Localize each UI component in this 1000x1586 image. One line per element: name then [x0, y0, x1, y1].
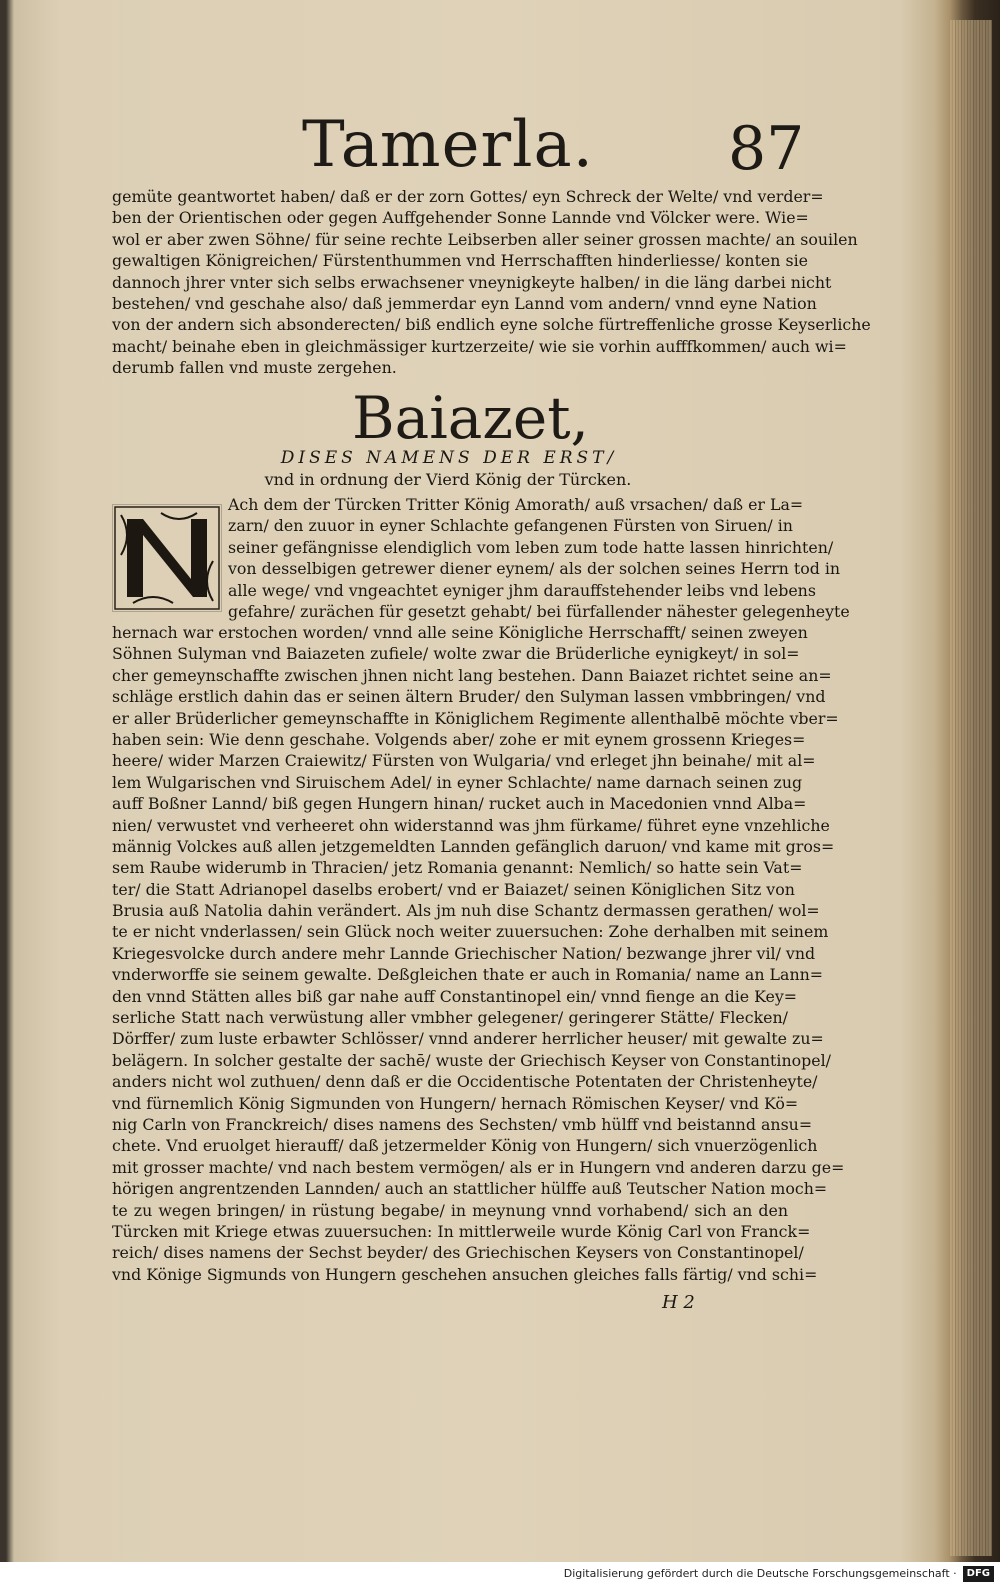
text-line: cher gemeynschaffte zwischen jhnen nicht lang bestehen. Dann Baiazet richtet seine an=	[112, 665, 832, 685]
text-line: Brusia auß Natolia dahin verändert. Als jm nuh dise Schantz dermassen gerathen/ wol=	[112, 901, 820, 921]
text-line: wol er aber zwen Söhne/ für seine rechte Leibserben aller seiner grossen machte/ an souilen	[112, 229, 858, 249]
text-line: Ach dem der Türcken Tritter König Amorath/ auß vrsachen/ daß er La=	[228, 495, 804, 514]
section-subtitle: DISES NAMENS DER ERST/	[280, 448, 618, 468]
text-line: gewaltigen Königreichen/ Fürstenthummen vnd Herrschafften hinderliesse/ konten sie	[112, 251, 808, 271]
text-line: alle wege/ vnd vngeachtet eyniger jhm darauffstehender leibs vnd lebens	[228, 580, 816, 600]
text-line: auff Boßner Lannd/ biß gegen Hungern hinan/ rucket auch in Macedonien vnnd Alba=	[112, 794, 807, 814]
text-line: sem Raube widerumb in Thracien/ jetz Romania genannt: Nemlich/ so hatte sein Vat=	[112, 858, 803, 878]
text-line: gemüte geantwortet haben/ daß er der zorn Gottes/ eyn Schreck der Welte/ vnd verder=	[112, 187, 824, 206]
text-line: vnd Könige Sigmunds von Hungern geschehen ansuchen gleiches falls färtig/ vnd schi=	[112, 1264, 818, 1284]
decorated-initial-n	[112, 504, 222, 612]
text-line: hörigen angrentzenden Lannden/ auch an stattlicher hülffe auß Teutscher Nation moch=	[112, 1179, 828, 1199]
dfg-logo[interactable]: DFG	[963, 1566, 994, 1582]
text-line: er aller Brüderlicher gemeynschaffte in Königlichem Regimente allenthalbē möchte vber=	[112, 708, 839, 728]
text-line: serliche Statt nach verwüstung aller vmbher gelegener/ geringerer Stätte/ Flecken/	[112, 1008, 788, 1028]
text-line: männig Volckes auß allen jetzgemeldten Lannden gefänglich daruon/ vnd kame mit gros=	[112, 836, 835, 856]
text-line: hernach war erstochen worden/ vnnd alle seine Königliche Herrschafft/ seinen zweyen	[112, 623, 808, 642]
text-line: von der andern sich absonderecten/ biß endlich eyne solche fürtreffenliche grosse Keyserliche	[112, 315, 871, 335]
main-paragraph	[112, 622, 845, 1285]
footer-credit: Digitalisierung gefördert durch die Deutsche Forschungsgemeinschaft ·	[563, 1567, 957, 1580]
footer-credit-bar	[0, 1562, 1000, 1586]
text-line: macht/ beinahe eben in gleichmässiger kurtzerzeite/ wie sie vorhin aufffkommen/ auch wi=	[112, 336, 847, 356]
signature-mark: H 2	[662, 1292, 695, 1313]
text-line: ben der Orientischen oder gegen Auffgehender Sonne Lannde vnd Völcker were. Wie=	[112, 208, 809, 228]
text-line: anders nicht wol zuthuen/ denn daß er die Occidentische Potentaten der Christenheyte/	[112, 1072, 818, 1092]
page-edges	[950, 20, 992, 1556]
page-number: 87	[728, 114, 805, 184]
text-line: chete. Vnd eruolget hierauff/ daß jetzermelder König von Hungern/ sich vnuerzögenlich	[112, 1136, 818, 1156]
text-line: te er nicht vnderlassen/ sein Glück noch weiter zuuersuchen: Zohe derhalben mit seinem	[112, 922, 829, 942]
text-line: Söhnen Sulyman vnd Baiazeten zufiele/ wolte zwar die Brüderliche eynigkeyt/ in sol=	[112, 644, 800, 664]
initial-paragraph-lines	[228, 494, 850, 622]
text-line: belägern. In solcher gestalte der sachē/ wuste der Griechisch Keyser von Constantinopel/	[112, 1050, 831, 1070]
section-subtitle-2: vnd in ordnung der Vierd König der Türcken.	[264, 470, 632, 489]
text-line: dannoch jhrer vnter sich selbs erwachsener vneynigkeyte halben/ in die läng darbei nicht	[112, 272, 832, 292]
text-line: reich/ dises namens der Sechst beyder/ des Griechischen Keysers von Constantinopel/	[112, 1243, 804, 1263]
text-line: vnd fürnemlich König Sigmunden von Hungern/ hernach Römischen Keyser/ vnd Kö=	[112, 1093, 799, 1113]
section-title: Baiazet,	[352, 384, 589, 452]
text-line: derumb fallen vnd muste zergehen.	[112, 358, 397, 378]
text-line: Kriegesvolcke durch andere mehr Lannde Griechischer Nation/ bezwange jhrer vil/ vnd	[112, 943, 816, 963]
text-line: te zu wegen bringen/ in rüstung begabe/ in meynung vnnd vorhabend/ sich an den	[112, 1200, 788, 1220]
text-line: von desselbigen getrewer diener eynem/ als der solchen seines Herrn tod in	[228, 559, 841, 579]
text-line: bestehen/ vnd geschahe also/ daß jemmerdar eyn Lannd vom andern/ vnnd eyne Nation	[112, 293, 817, 313]
text-line: ter/ die Statt Adrianopel daselbs erobert/ vnd er Baiazet/ seinen Königlichen Sitz von	[112, 879, 795, 899]
text-line: den vnnd Stätten alles biß gar nahe auff Constantinopel ein/ vnnd fienge an die Key=	[112, 986, 798, 1006]
ornament-initial-icon	[113, 505, 221, 611]
intro-paragraph	[112, 186, 871, 379]
text-line: nig Carln von Franckreich/ dises namens des Sechsten/ vmb hülff vnd beistannd ansu=	[112, 1114, 813, 1134]
text-line: lem Wulgarischen vnd Siruischem Adel/ in eyner Schlachte/ name darnach seinen zug	[112, 772, 803, 792]
text-line: vnderworffe sie seinem gewalte. Deßgleichen thate er auch in Romania/ name an Lann=	[112, 965, 824, 985]
text-line: mit grosser machte/ vnd nach bestem vermögen/ als er in Hungern vnd anderen darzu ge=	[112, 1157, 845, 1177]
text-line: zarn/ den zuuor in eyner Schlachte gefangenen Fürsten von Siruen/ in	[228, 516, 793, 536]
text-line: haben sein: Wie denn geschahe. Volgends aber/ zohe er mit eynem grossenn Krieges=	[112, 729, 806, 749]
text-line: schläge erstlich dahin das er seinen ältern Bruder/ den Sulyman lassen vmbbringen/ vnd	[112, 687, 826, 707]
text-line: Dörffer/ zum luste erbawter Schlösser/ vnnd anderer herrlicher heuser/ mit gewalte zu=	[112, 1029, 824, 1049]
text-line: heere/ wider Marzen Craiewitz/ Fürsten von Wulgaria/ vnd erleget jhn beinahe/ mit al=	[112, 751, 816, 771]
text-line: Türcken mit Kriege etwas zuuersuchen: In mittlerweile wurde König Carl von Franck=	[112, 1221, 811, 1241]
text-line: seiner gefängnisse elendiglich vom leben zum tode hatte lassen hinrichten/	[228, 537, 834, 557]
running-title: Tamerla.	[302, 108, 594, 182]
text-line: nien/ verwustet vnd verheeret ohn widerstannd was jhm fürkame/ führet eyne vnzehliche	[112, 815, 830, 835]
text-line: gefahre/ zurächen für gesetzt gehabt/ bei fürfallender nähester gelegenheyte	[228, 601, 850, 621]
